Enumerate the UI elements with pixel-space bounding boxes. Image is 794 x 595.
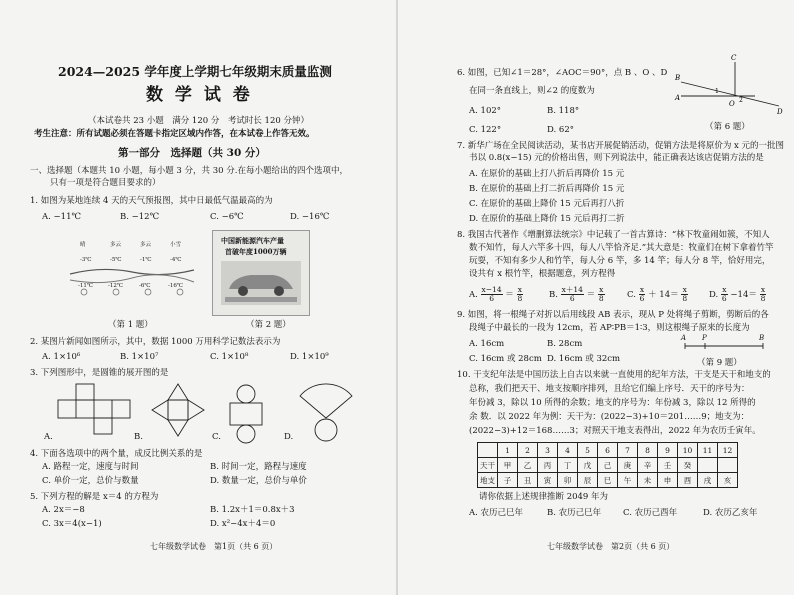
fig9-caption: （第 9 题）	[697, 358, 742, 368]
day4-weather: 小雪	[170, 242, 182, 248]
q3-stem: 3. 下列图形中，是圆锥的展开图的是	[30, 368, 169, 378]
q6-stem-b: 在同一条直线上，则∠2 的度数为	[469, 86, 595, 96]
section1-desc-a: 一、选择题（本题共 10 小题，每小题 3 分，共 30 分.在每小题给出的四个选项中，	[30, 166, 348, 176]
day4-high: -4℃	[170, 257, 182, 263]
q7-stem-a: 7. 新华广场在全民阅读活动，某书店开展促销活动，促销方法是将原价为 x 元的一批图	[457, 141, 785, 151]
label-p-seg: P	[702, 334, 707, 342]
label-a: A	[675, 94, 681, 102]
q3-opt-b: B.	[134, 432, 143, 442]
q6-opt-b: B. 118°	[547, 106, 580, 116]
day2-low: -12℃	[108, 283, 124, 289]
page2-footer: 七年级数学试卷 第2页（共 6 页）	[547, 542, 675, 551]
q7-stem-b: 书以 0.8(x−15) 元的价格出售，则下列说法中，能正确表达该店促销方法的是	[469, 153, 764, 163]
table-row-dizhi: 地支 子 丑 寅 卯 辰 巳 午 未 申 酉 戌 亥	[478, 473, 738, 488]
q6-opt-d: D. 62°	[547, 125, 574, 135]
subject-title: 数 学 试 卷	[146, 85, 253, 105]
label-b-seg: B	[759, 334, 765, 342]
section1-desc-b: 只有一项是符合题目要求的）	[50, 178, 161, 188]
ganzhi-table	[477, 442, 738, 488]
q8-stem-b: 数不知竹，每人六竿多十四，每人八竿恰齐足.”其大意是：牧童们在树下拿着竹竿	[469, 243, 774, 253]
label-o: O	[729, 100, 735, 108]
exam-title: 2024—2025 学年度上学期七年级期末质量监测	[58, 64, 332, 79]
q1-opt-a: A. −11℃	[42, 212, 81, 222]
fig1-caption: （第 1 题）	[108, 320, 153, 330]
label-2: 2	[739, 97, 743, 104]
q9-opt-a: A. 16cm	[469, 339, 505, 349]
q1-stem: 1. 如图为某地连续 4 天的天气预报图，其中日最低气温最高的为	[30, 196, 273, 206]
q2-opt-b: B. 1×10⁷	[120, 352, 159, 362]
q4-stem: 4. 下面各选项中的两个量，成反比例关系的是	[30, 449, 203, 459]
segment-figure	[679, 334, 769, 356]
q10-opt-d: D. 农历乙亥年	[703, 508, 758, 518]
q2-opt-a: A. 1×10⁶	[42, 352, 81, 362]
q4-opt-c: C. 单价一定，总价与数量	[42, 476, 139, 486]
q7-opt-a: A. 在原价的基础上打八折后再降价 15 元	[469, 169, 625, 179]
q4-opt-a: A. 路程一定，速度与时间	[42, 462, 139, 472]
q9-opt-d: D. 16cm 或 32cm	[547, 354, 621, 364]
q5-opt-a: A. 2x＝−8	[42, 505, 85, 515]
q10-stem-a: 10. 干支纪年法是中国历法上自古以来就一直使用的纪年方法，干支是天干和地支的	[457, 370, 771, 380]
angle-figure	[675, 56, 785, 116]
q7-opt-d: D. 在原价的基础上降价 15 元后再打二折	[469, 214, 625, 224]
q1-opt-d: D. −16℃	[290, 212, 330, 222]
day1-low: -11℃	[78, 283, 94, 289]
day4-low: -16℃	[168, 283, 184, 289]
day1-weather: 晴	[80, 242, 86, 248]
exam-info: （本试卷共 23 小题 满分 120 分 考试时长 120 分钟）	[88, 116, 309, 126]
q10-opt-a: A. 农历己巳年	[469, 508, 524, 518]
news-image	[212, 230, 310, 316]
q8-stem-d: 设共有 x 根竹竿，根据题意，列方程得	[469, 269, 616, 279]
q8-stem-a: 8. 我国古代著作《增删算法统宗》中记载了一首古算诗：“林下牧童闹如簇，不知人	[457, 230, 770, 240]
part1-heading: 第一部分 选择题（共 30 分）	[118, 147, 266, 159]
label-b: B	[675, 74, 681, 82]
q10-stem-c: 年份减 3，除以 10 所得的余数；地支的序号为：年份减 3，除以 12 所得的	[469, 398, 756, 408]
fig2-caption: （第 2 题）	[246, 320, 291, 330]
exam-notice: 考生注意：所有试题必须在答题卡指定区域内作答，在本试卷上作答无效。	[34, 129, 315, 139]
q10-opt-c: C. 农历己酉年	[623, 508, 678, 518]
q9-stem-b: 段绳子中最长的一段为 12cm，若 AP∶PB＝1∶3，则这根绳子原来的长度为	[469, 323, 750, 333]
q1-opt-c: C. −6℃	[210, 212, 244, 222]
q8-opt-c: C. $\frac{x}{6}$ ＋ 14＝ $\frac{x}{8}$	[627, 285, 688, 303]
cylinder-net-icon	[226, 384, 276, 444]
table-header-row: 1 2 3 4 5 6 7 8 9 10 11 12	[478, 443, 738, 458]
q3-opt-a: A.	[44, 432, 53, 442]
day3-low: -6℃	[139, 283, 151, 289]
q9-opt-b: B. 28cm	[547, 339, 583, 349]
q7-opt-c: C. 在原价的基础上降价 15 元后再打八折	[469, 199, 625, 209]
pyramid-net-icon	[150, 384, 210, 440]
q2-stem: 2. 某图片新闻如图所示，其中，数据 1000 万用科学记数法表示为	[30, 337, 281, 347]
q2-opt-d: D. 1×10⁹	[290, 352, 329, 362]
cube-net-icon	[58, 384, 138, 440]
label-d: D	[777, 108, 783, 116]
q9-opt-c: C. 16cm 或 28cm	[469, 354, 542, 364]
q10-stem-e: (2022−3)+12＝168……3；对照天干地支表得出，2022 年为农历壬寅年。	[469, 426, 761, 436]
q3-opt-c: C.	[212, 432, 221, 442]
news-line2: 首破年度1000万辆	[225, 247, 287, 256]
day2-high: -5℃	[110, 257, 122, 263]
table-row-tiangan: 天干 甲 乙 丙 丁 戊 己 庚 辛 壬 癸	[478, 458, 738, 473]
car-icon	[221, 261, 301, 305]
q9-stem-a: 9. 如图，将一根绳子对折以后用线段 AB 表示，现从 P 处将绳子剪断，剪断后的各	[457, 310, 769, 320]
day3-high: -1℃	[140, 257, 152, 263]
q10-stem-b: 总称，我们把天干、地支按顺序排列，且给它们编上序号．天干的序号为：	[469, 384, 750, 394]
q3-opt-d: D.	[284, 432, 294, 442]
cone-net-icon	[296, 384, 366, 444]
q8-opt-d: D. $\frac{x}{6}$ −14＝ $\frac{x}{8}$	[709, 285, 766, 303]
day3-weather: 多云	[140, 242, 152, 248]
label-1: 1	[715, 88, 719, 95]
q5-stem: 5. 下列方程的解是 x＝4 的方程为	[30, 492, 159, 502]
q5-opt-b: B. 1.2x＋1＝0.8x＋3	[210, 505, 295, 515]
q10-stem-d: 余 数．以 2022 年为例：天干为：(2022−3)+10＝201……9；地支为：	[469, 412, 750, 422]
news-line1: 中国新能源汽车产量	[221, 236, 284, 245]
label-a-seg: A	[681, 334, 687, 342]
q10-question: 请你依据上述规律推断 2049 年为	[479, 492, 609, 502]
page-2	[397, 0, 794, 595]
q8-opt-b: B. $\frac{x+14}{6}$ ＝ $\frac{x}{8}$	[549, 285, 604, 303]
q8-stem-c: 玩耍，不知有多少人和竹竿，每人分 6 竿，多 14 竿；每人分 8 竿，恰好用完，	[469, 256, 771, 266]
q2-opt-c: C. 1×10⁸	[210, 352, 249, 362]
q5-opt-c: C. 3x＝4(x−1)	[42, 519, 102, 529]
q10-opt-b: B. 农历己巳年	[547, 508, 602, 518]
q4-opt-b: B. 时间一定，路程与速度	[210, 462, 307, 472]
fig6-caption: （第 6 题）	[705, 122, 750, 132]
q5-opt-d: D. x²−4x＋4＝0	[210, 519, 276, 529]
q6-opt-c: C. 122°	[469, 125, 502, 135]
page1-footer: 七年级数学试卷 第1页（共 6 页）	[150, 542, 278, 551]
q8-opt-a: A. $\frac{x-14}{6}$ ＝ $\frac{x}{8}$	[469, 285, 523, 303]
q6-stem-a: 6. 如图，已知∠1＝28°，∠AOC＝90°，点 B 、O 、D	[457, 68, 668, 78]
label-c: C	[731, 54, 737, 62]
q4-opt-d: D. 数量一定，总价与单价	[210, 476, 307, 486]
q7-opt-b: B. 在原价的基础上打二折后再降价 15 元	[469, 184, 625, 194]
day2-weather: 多云	[110, 242, 122, 248]
day1-high: -3℃	[80, 257, 92, 263]
q1-opt-b: B. −12℃	[120, 212, 160, 222]
q6-opt-a: A. 102°	[469, 106, 502, 116]
